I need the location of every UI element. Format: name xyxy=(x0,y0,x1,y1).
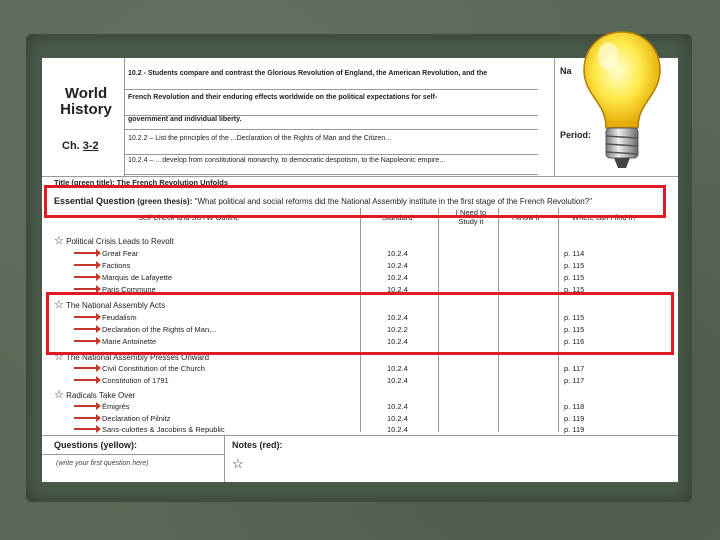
row-topic: Émigrés xyxy=(102,402,130,411)
name-label: Na xyxy=(560,66,572,76)
row-topic: Declaration of Pilnitz xyxy=(102,414,171,423)
row-topic: Marquis de Lafayette xyxy=(102,273,173,282)
header-where: Where can I find it? xyxy=(572,213,637,222)
row-standard: 10.2.4 xyxy=(387,313,408,322)
table-row xyxy=(52,424,668,435)
arrow-icon xyxy=(74,379,98,381)
row-page: p. 117 xyxy=(564,364,585,373)
row-page: p. 114 xyxy=(564,249,585,258)
lightbulb-icon xyxy=(578,26,666,176)
essential-question-text: "What political and social reforms did the National Assembly institute in the first stage of the French Revolution?" xyxy=(194,197,593,206)
row-standard: 10.2.4 xyxy=(387,261,408,270)
row-standard: 10.2.4 xyxy=(387,273,408,282)
question-placeholder: (write your first question here) xyxy=(56,460,149,467)
standard-10-2-4: 10.2.4 – …develop from constitutional monarchy, to democratic despotism, to the Napoleonic empire… xyxy=(124,157,538,175)
arrow-icon xyxy=(74,252,98,254)
table-row xyxy=(52,272,668,283)
row-topic: Factions xyxy=(102,261,131,270)
row-standard: 10.2.4 xyxy=(387,402,408,411)
row-page: p. 119 xyxy=(564,414,585,423)
arrow-icon xyxy=(74,428,98,430)
row-topic: Great Fear xyxy=(102,249,139,258)
star-icon: ☆ xyxy=(54,351,64,363)
row-standard: 10.2.4 xyxy=(387,364,408,373)
row-standard: 10.2.4 xyxy=(387,337,408,346)
star-icon: ☆ xyxy=(232,456,244,471)
row-page: p. 115 xyxy=(564,325,585,334)
row-standard: 10.2.4 xyxy=(387,285,408,294)
row-page: p. 115 xyxy=(564,313,585,322)
essential-question-label: Essential Question xyxy=(54,196,136,206)
header-need-study: I Need to Study it xyxy=(455,208,487,226)
table-bottom-rule xyxy=(42,435,678,436)
table-row xyxy=(52,375,668,386)
standard-line-2: French Revolution and their enduring effects worldwide on the political expectations for self- xyxy=(124,94,538,116)
section-radicals xyxy=(54,388,135,401)
row-standard: 10.2.2 xyxy=(387,325,408,334)
header-standard: Standard xyxy=(382,213,413,222)
period-label: Period: xyxy=(560,130,592,140)
row-standard: 10.2.4 xyxy=(387,414,408,423)
row-page: p. 119 xyxy=(564,425,585,434)
row-standard: 10.2.4 xyxy=(387,249,408,258)
row-topic: Marie Antoinette xyxy=(102,337,157,346)
row-topic: Paris Commune xyxy=(102,285,156,294)
star-icon: ☆ xyxy=(54,235,64,247)
section-title: The National Assembly Presses Onward xyxy=(65,353,210,362)
table-row xyxy=(52,413,668,424)
table-row xyxy=(52,248,668,259)
row-page: p. 115 xyxy=(564,261,585,270)
worksheet-title: World History xyxy=(60,85,112,118)
section-title: Political Crisis Leads to Revolt xyxy=(66,237,174,246)
section-title: The National Assembly Acts xyxy=(65,301,166,310)
green-title: Title (green title): The French Revolution Unfolds xyxy=(54,178,229,187)
standard-line-3: government and individual liberty. xyxy=(124,116,538,130)
chapter-number: 3-2 xyxy=(82,140,99,152)
arrow-icon xyxy=(74,417,98,419)
star-icon: ☆ xyxy=(54,299,64,311)
row-page: p. 115 xyxy=(564,285,585,294)
questions-label: Questions (yellow): xyxy=(54,440,138,450)
standard-10-2-2: 10.2.2 – List the principles of the ...Declaration of the Rights of Man and the Citizen... xyxy=(124,135,538,155)
arrow-icon xyxy=(74,367,98,369)
row-topic: Constitution of 1791 xyxy=(102,376,169,385)
table-row xyxy=(52,401,668,412)
arrow-icon xyxy=(74,264,98,266)
row-page: p. 117 xyxy=(564,376,585,385)
row-topic: Civil Constitution of the Church xyxy=(102,364,205,373)
star-icon: ☆ xyxy=(54,389,64,401)
national-assembly-highlight xyxy=(46,292,674,355)
row-page: p. 116 xyxy=(564,337,585,346)
section-political-crisis xyxy=(54,234,174,247)
section-title: Radicals Take Over xyxy=(66,391,136,400)
row-topic: Sans-culottes & Jacobins & Republic xyxy=(102,425,225,434)
arrow-icon xyxy=(74,405,98,407)
essential-question-qualifier: (green thesis): xyxy=(135,197,195,206)
header-outline: Self-Check and SUTW Outline xyxy=(138,213,240,222)
row-page: p. 115 xyxy=(564,273,585,282)
chapter-label xyxy=(62,140,99,152)
header-bottom-rule xyxy=(42,176,678,177)
table-row xyxy=(52,260,668,271)
chapter-prefix: Ch. xyxy=(62,140,83,152)
header-divider-right xyxy=(554,58,555,176)
row-page: p. 118 xyxy=(564,402,585,411)
header-know-it: I know it xyxy=(512,213,540,222)
notes-label: Notes (red): xyxy=(232,440,283,450)
table-row xyxy=(52,363,668,374)
row-standard: 10.2.4 xyxy=(387,376,408,385)
standard-line-1: 10.2 - Students compare and contrast the Glorious Revolution of England, the American Revolution, and the xyxy=(124,70,538,90)
arrow-icon xyxy=(74,276,98,278)
footer-divider xyxy=(224,435,225,482)
row-topic: Feudalism xyxy=(102,313,137,322)
arrow-icon xyxy=(74,288,98,290)
row-standard: 10.2.4 xyxy=(387,425,408,434)
row-topic: Declaration of the Rights of Man… xyxy=(102,325,217,334)
essential-question-highlight xyxy=(44,185,666,218)
questions-rule xyxy=(42,454,224,455)
